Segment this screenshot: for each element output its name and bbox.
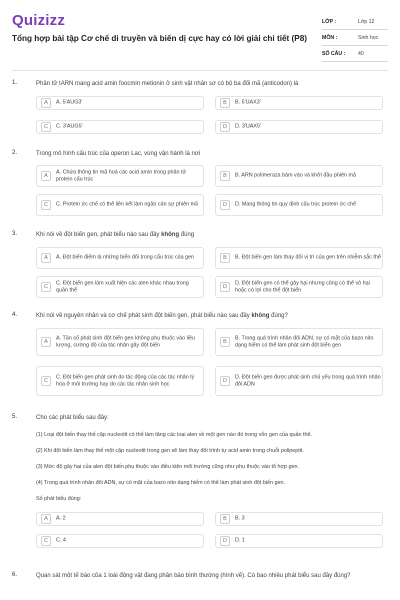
option-letter: A	[41, 514, 51, 524]
question-number: 4.	[12, 312, 18, 318]
option-letter: C	[41, 376, 51, 386]
quizizz-logo: Quizizz	[12, 12, 66, 29]
meta-row-subject	[322, 30, 388, 46]
question-number: 2.	[12, 150, 18, 156]
question-text: Trong mô hình cấu trúc của operon Lac, vùng vận hành là nơi	[36, 151, 201, 157]
option-b[interactable]	[215, 96, 383, 110]
option-d[interactable]	[215, 366, 383, 396]
question-text: Phân tử tARN mang acid amin foocmin metionin ở sinh vật nhân sơ có bộ ba đối mã (anticodon) là	[36, 81, 299, 87]
meta-value: Lớp 12	[358, 19, 375, 25]
worksheet-header	[12, 10, 388, 68]
option-c[interactable]	[36, 194, 204, 216]
statement-3: (3) Mức độ gây hại của alen đột biến phụ thuộc vào điều kiện môi trường cũng như phụ thuộc vào tổ hợp gen.	[36, 464, 300, 470]
question-text	[36, 231, 386, 239]
option-text: A. 2	[56, 515, 66, 522]
question-number: 6.	[12, 572, 18, 578]
option-text: D. Đột biến gen được phát sinh chủ yếu trong quá trình nhân đôi ADN	[235, 374, 381, 387]
option-letter: D	[220, 122, 230, 132]
option-text: A. 5'AUG3'	[56, 99, 83, 106]
statement-2: (2) Khi đột biến làm thay thế một cặp nucleotit trong gen sẽ làm thay đổi trình tự acid amin trong chuỗi polipeptit.	[36, 448, 304, 454]
question-text-part: đúng	[179, 232, 195, 238]
question-number: 3.	[12, 231, 18, 237]
option-text: A. Đột biến điểm là những biến đổi trong cấu trúc của gen	[56, 254, 195, 261]
option-letter: B	[220, 171, 230, 181]
option-text: D. Mang thông tin quy định cấu trúc protein ức chế	[235, 201, 357, 208]
meta-label: MÔN :	[322, 35, 338, 41]
meta-value: 40	[358, 51, 364, 57]
option-a[interactable]	[36, 328, 204, 356]
question-number: 5.	[12, 414, 18, 420]
option-text: D. Đột biến gen có thể gây hại nhưng cũng có thể vô hại hoặc có lợi cho thể đột biến	[235, 280, 370, 293]
option-a[interactable]	[36, 512, 204, 526]
option-letter: D	[220, 282, 230, 292]
option-letter: B	[220, 337, 230, 347]
option-a[interactable]	[36, 96, 204, 110]
question-text-part: Khi nói về đột biến gen, phát biểu nào sau đây	[36, 232, 162, 238]
option-text: D. 3'UAX5'	[235, 123, 262, 130]
option-letter: C	[41, 122, 51, 132]
option-a[interactable]	[36, 247, 204, 269]
document-title: Tổng hợp bài tập Cơ chế di truyền và biến dị cực hay có lời giải chi tiết (P8)	[12, 34, 307, 43]
option-a[interactable]	[36, 165, 204, 187]
option-b[interactable]	[215, 328, 383, 356]
option-c[interactable]	[36, 276, 204, 298]
option-letter: D	[220, 536, 230, 546]
meta-value: Sinh học	[358, 35, 379, 41]
option-text: C. 3'AUG5'	[56, 123, 83, 130]
option-letter: C	[41, 282, 51, 292]
option-letter: A	[41, 253, 51, 263]
question-number: 1.	[12, 80, 18, 86]
option-text: C. 4	[56, 537, 66, 544]
option-b[interactable]	[215, 247, 383, 269]
question-text-part: đúng?	[269, 313, 288, 319]
option-text: A. Tần số phát sinh đột biến gen không phụ thuộc vào liều lượng, cường độ của tác nhân gây đột biến	[56, 335, 195, 348]
option-text: C. Đột biến gen làm xuất hiện các alen khác nhau trong quần thể	[56, 280, 189, 293]
meta-label: SỐ CÂU :	[322, 51, 346, 57]
option-text: B. 5'UAX3'	[235, 99, 261, 106]
option-letter: A	[41, 98, 51, 108]
option-letter: C	[41, 536, 51, 546]
option-text: B. Đột biến gen làm thay đổi vị trí của gen trên nhiễm sắc thể	[235, 254, 381, 261]
option-d[interactable]	[215, 194, 383, 216]
option-c[interactable]	[36, 366, 204, 396]
option-letter: C	[41, 200, 51, 210]
option-c[interactable]	[36, 534, 204, 548]
option-b[interactable]	[215, 165, 383, 187]
option-b[interactable]	[215, 512, 383, 526]
option-text: A. Chứa thông tin mã hoá các acid amin trong phân tử protein cấu trúc	[56, 169, 187, 182]
sub-prompt: Số phát biểu đúng:	[36, 496, 82, 502]
option-text: D. 1	[235, 537, 245, 544]
option-letter: A	[41, 171, 51, 181]
option-letter: B	[220, 98, 230, 108]
question-text: Cho các phát biểu sau đây:	[36, 415, 109, 421]
option-text: B. 3	[235, 515, 245, 522]
meta-info	[322, 14, 388, 62]
meta-row-count	[322, 46, 388, 62]
question-emphasis: không	[161, 232, 180, 238]
statement-4: (4) Trong quá trình nhân đôi ADN, sự có mặt của bazo nito dạng hiếm có thể làm phát sinh đột biến gen.	[36, 480, 286, 486]
question-text-part: Khi nói về nguyên nhân và cơ chế phát sinh đột biến gen, phát biểu nào sau đây	[36, 313, 252, 319]
option-c[interactable]	[36, 120, 204, 134]
question-text	[36, 312, 386, 320]
meta-row-class	[322, 14, 388, 30]
option-letter: B	[220, 253, 230, 263]
question-emphasis: không	[251, 313, 270, 319]
option-text: B. Trong quá trình nhân đôi ADN, sự có mặt của bazo nito dạng hiếm có thể làm phát sinh đột biến gen	[235, 335, 374, 348]
option-letter: D	[220, 376, 230, 386]
question-text: Quan sát một tế bào của 1 loài động vật đang phân bào bình thường (hình vẽ). Có bao nhiêu phát biểu sau đây đúng?	[36, 573, 351, 579]
option-text: B. ARN polimeraza bám vào và khởi đầu phiên mã	[235, 172, 356, 179]
option-text: C. Protein ức chế có thể liên kết làm ngăn cản sự phiên mã	[56, 201, 199, 208]
option-text: C. Đột biến gen phát sinh do tác động của các tác nhân lý hóa ở môi trường hay do các tác nhân sinh học	[56, 374, 195, 387]
meta-label: LỚP :	[322, 19, 337, 25]
option-d[interactable]	[215, 534, 383, 548]
option-letter: B	[220, 514, 230, 524]
option-letter: A	[41, 337, 51, 347]
option-d[interactable]	[215, 120, 383, 134]
statement-1: (1) Loại đột biến thay thế cặp nucleotit có thể làm tăng các loại alen về một gen nào đó trong vốn gen của quần thể.	[36, 432, 313, 438]
header-divider	[12, 70, 388, 71]
option-letter: D	[220, 200, 230, 210]
option-d[interactable]	[215, 276, 383, 298]
